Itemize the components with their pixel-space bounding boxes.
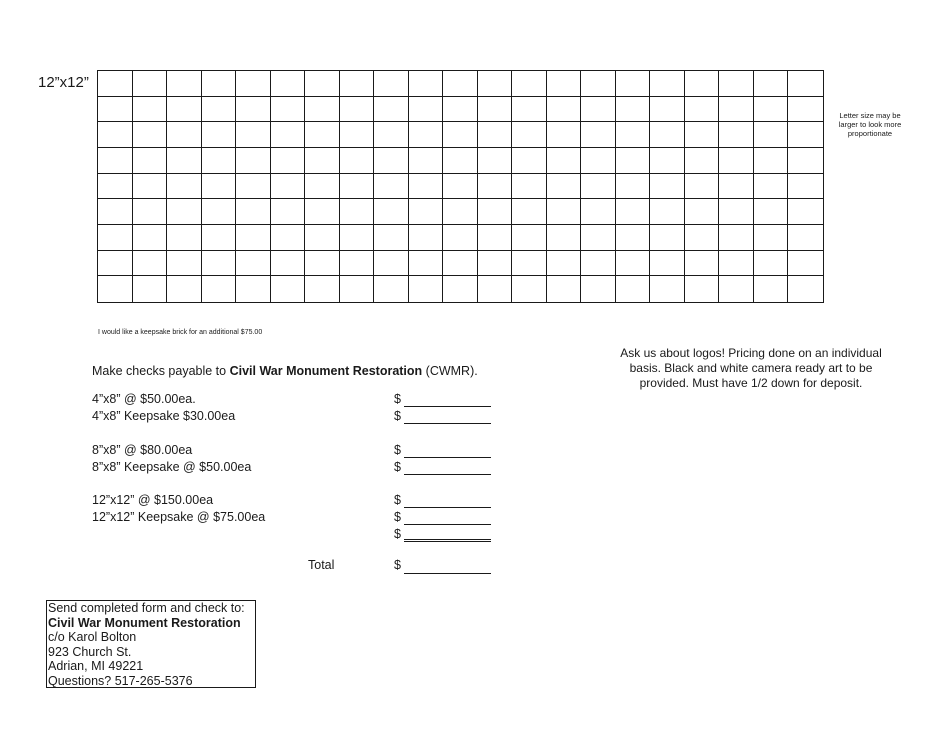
price-label-8x8-keepsake: 8”x8” Keepsake @ $50.00ea <box>92 460 252 474</box>
checks-suffix: (CWMR). <box>422 364 478 378</box>
price-label-8x8: 8”x8” @ $80.00ea <box>92 443 193 457</box>
grid-cell[interactable] <box>305 174 340 200</box>
amount-field-8x8-keepsake[interactable] <box>404 460 491 475</box>
currency-sign: $ <box>394 460 401 474</box>
mailing-org <box>48 616 255 631</box>
grid-cell[interactable] <box>98 148 133 174</box>
grid-cell[interactable] <box>650 148 685 174</box>
grid-cell[interactable] <box>409 225 444 251</box>
grid-cell[interactable] <box>547 71 582 97</box>
grid-cell[interactable] <box>340 148 375 174</box>
grid-cell[interactable] <box>374 174 409 200</box>
grid-cell[interactable] <box>650 71 685 97</box>
grid-cell[interactable] <box>133 225 168 251</box>
grid-cell[interactable] <box>340 225 375 251</box>
grid-cell[interactable] <box>133 251 168 277</box>
grid-cell[interactable] <box>581 276 616 302</box>
grid-cell[interactable] <box>443 251 478 277</box>
grid-cell[interactable] <box>754 97 789 123</box>
grid-cell[interactable] <box>305 97 340 123</box>
grid-cell[interactable] <box>305 199 340 225</box>
grid-cell[interactable] <box>478 97 513 123</box>
amount-field-12x12[interactable] <box>404 493 491 508</box>
grid-cell[interactable] <box>236 174 271 200</box>
grid-cell[interactable] <box>443 122 478 148</box>
grid-cell[interactable] <box>581 199 616 225</box>
grid-cell[interactable] <box>788 122 823 148</box>
grid-cell[interactable] <box>133 122 168 148</box>
grid-cell[interactable] <box>478 122 513 148</box>
grid-cell[interactable] <box>167 174 202 200</box>
grid-cell[interactable] <box>581 251 616 277</box>
grid-cell[interactable] <box>616 225 651 251</box>
grid-cell[interactable] <box>547 225 582 251</box>
grid-cell[interactable] <box>512 148 547 174</box>
grid-cell[interactable] <box>236 122 271 148</box>
grid-cell[interactable] <box>202 251 237 277</box>
grid-cell[interactable] <box>340 276 375 302</box>
grid-cell[interactable] <box>719 122 754 148</box>
grid-cell[interactable] <box>547 174 582 200</box>
grid-cell[interactable] <box>754 199 789 225</box>
grid-cell[interactable] <box>478 225 513 251</box>
grid-cell[interactable] <box>719 148 754 174</box>
grid-cell[interactable] <box>512 276 547 302</box>
grid-cell[interactable] <box>167 199 202 225</box>
grid-cell[interactable] <box>547 97 582 123</box>
grid-cell[interactable] <box>616 251 651 277</box>
grid-cell[interactable] <box>133 71 168 97</box>
grid-cell[interactable] <box>271 97 306 123</box>
grid-cell[interactable] <box>236 251 271 277</box>
grid-cell[interactable] <box>616 148 651 174</box>
grid-cell[interactable] <box>202 174 237 200</box>
grid-cell[interactable] <box>271 122 306 148</box>
grid-cell[interactable] <box>581 97 616 123</box>
grid-cell[interactable] <box>271 225 306 251</box>
grid-cell[interactable] <box>133 148 168 174</box>
grid-cell[interactable] <box>167 225 202 251</box>
amount-field-8x8[interactable] <box>404 443 491 458</box>
grid-cell[interactable] <box>271 71 306 97</box>
currency-sign: $ <box>394 510 401 524</box>
grid-cell[interactable] <box>581 225 616 251</box>
grid-cell[interactable] <box>754 174 789 200</box>
grid-cell[interactable] <box>788 276 823 302</box>
grid-cell[interactable] <box>98 71 133 97</box>
grid-cell[interactable] <box>616 122 651 148</box>
grid-cell[interactable] <box>133 174 168 200</box>
grid-cell[interactable] <box>133 276 168 302</box>
grid-cell[interactable] <box>478 148 513 174</box>
amount-field-subtotal[interactable] <box>404 527 491 542</box>
grid-cell[interactable] <box>547 251 582 277</box>
grid-cell[interactable] <box>305 148 340 174</box>
amount-field-total[interactable] <box>404 558 491 574</box>
grid-cell[interactable] <box>305 122 340 148</box>
mailing-org-name: Civil War Monument Restoration <box>48 615 241 630</box>
mailing-city: Adrian, MI 49221 <box>48 659 144 673</box>
grid-cell[interactable] <box>788 225 823 251</box>
mailing-address-box <box>46 600 256 688</box>
grid-cell[interactable] <box>788 71 823 97</box>
grid-cell[interactable] <box>512 97 547 123</box>
grid-cell[interactable] <box>443 199 478 225</box>
grid-cell[interactable] <box>650 225 685 251</box>
grid-cell[interactable] <box>202 122 237 148</box>
grid-cell[interactable] <box>374 97 409 123</box>
grid-cell[interactable] <box>202 276 237 302</box>
grid-cell[interactable] <box>236 199 271 225</box>
grid-cell[interactable] <box>685 148 720 174</box>
grid-cell[interactable] <box>340 71 375 97</box>
grid-cell[interactable] <box>167 276 202 302</box>
grid-cell[interactable] <box>133 199 168 225</box>
grid-cell[interactable] <box>167 97 202 123</box>
grid-cell[interactable] <box>271 199 306 225</box>
grid-cell[interactable] <box>788 97 823 123</box>
grid-cell[interactable] <box>581 71 616 97</box>
grid-cell[interactable] <box>754 251 789 277</box>
grid-cell[interactable] <box>443 276 478 302</box>
grid-cell[interactable] <box>98 174 133 200</box>
grid-cell[interactable] <box>443 174 478 200</box>
grid-cell[interactable] <box>409 174 444 200</box>
amount-field-4x8-keepsake[interactable] <box>404 409 491 424</box>
grid-cell[interactable] <box>236 71 271 97</box>
grid-cell[interactable] <box>478 276 513 302</box>
grid-cell[interactable] <box>754 122 789 148</box>
grid-cell[interactable] <box>305 276 340 302</box>
grid-cell[interactable] <box>340 122 375 148</box>
grid-cell[interactable] <box>650 276 685 302</box>
grid-cell[interactable] <box>236 276 271 302</box>
grid-cell[interactable] <box>202 199 237 225</box>
grid-cell[interactable] <box>616 71 651 97</box>
grid-cell[interactable] <box>719 251 754 277</box>
grid-cell[interactable] <box>443 97 478 123</box>
grid-cell[interactable] <box>443 225 478 251</box>
grid-cell[interactable] <box>650 97 685 123</box>
letter-size-note: Letter size may be larger to look more proportionate <box>838 111 902 138</box>
grid-cell[interactable] <box>374 276 409 302</box>
currency-sign: $ <box>394 409 401 423</box>
grid-cell[interactable] <box>512 251 547 277</box>
grid-cell[interactable] <box>512 71 547 97</box>
grid-cell[interactable] <box>685 122 720 148</box>
grid-cell[interactable] <box>478 199 513 225</box>
price-label-4x8: 4”x8” @ $50.00ea. <box>92 392 196 406</box>
grid-cell[interactable] <box>512 225 547 251</box>
grid-cell[interactable] <box>271 148 306 174</box>
grid-cell[interactable] <box>616 97 651 123</box>
grid-cell[interactable] <box>754 225 789 251</box>
grid-cell[interactable] <box>512 174 547 200</box>
grid-cell[interactable] <box>650 199 685 225</box>
grid-cell[interactable] <box>478 251 513 277</box>
checks-payable-line <box>92 364 478 378</box>
grid-cell[interactable] <box>409 97 444 123</box>
grid-cell[interactable] <box>685 174 720 200</box>
grid-cell[interactable] <box>512 122 547 148</box>
grid-cell[interactable] <box>236 148 271 174</box>
grid-cell[interactable] <box>167 122 202 148</box>
grid-cell[interactable] <box>374 71 409 97</box>
price-label-12x12-keepsake: 12”x12” Keepsake @ $75.00ea <box>92 510 266 524</box>
grid-cell[interactable] <box>788 174 823 200</box>
grid-cell[interactable] <box>202 97 237 123</box>
brick-letter-grid[interactable] <box>97 70 824 303</box>
mailing-instruction: Send completed form and check to: <box>48 601 245 615</box>
grid-cell[interactable] <box>547 148 582 174</box>
grid-cell[interactable] <box>271 174 306 200</box>
grid-cell[interactable] <box>719 276 754 302</box>
grid-cell[interactable] <box>98 122 133 148</box>
grid-cell[interactable] <box>788 148 823 174</box>
grid-cell[interactable] <box>202 148 237 174</box>
grid-cell[interactable] <box>581 122 616 148</box>
grid-cell[interactable] <box>616 174 651 200</box>
grid-cell[interactable] <box>685 71 720 97</box>
grid-cell[interactable] <box>98 225 133 251</box>
grid-cell[interactable] <box>547 276 582 302</box>
grid-cell[interactable] <box>719 71 754 97</box>
grid-cell[interactable] <box>374 122 409 148</box>
grid-cell[interactable] <box>581 174 616 200</box>
grid-cell[interactable] <box>547 122 582 148</box>
grid-cell[interactable] <box>409 148 444 174</box>
grid-cell[interactable] <box>685 97 720 123</box>
keepsake-note: I would like a keepsake brick for an additional $75.00 <box>98 329 263 336</box>
grid-cell[interactable] <box>340 251 375 277</box>
grid-cell[interactable] <box>443 148 478 174</box>
amount-field-4x8[interactable] <box>404 392 491 407</box>
grid-cell[interactable] <box>581 148 616 174</box>
grid-cell[interactable] <box>685 199 720 225</box>
checks-org: Civil War Monument Restoration <box>229 364 423 378</box>
logo-note: Ask us about logos! Pricing done on an individual basis. Black and white camera ready art to be provided. Must have 1/2 down for deposit. <box>620 346 882 390</box>
grid-cell[interactable] <box>409 71 444 97</box>
grid-cell[interactable] <box>650 122 685 148</box>
grid-cell[interactable] <box>167 71 202 97</box>
currency-sign: $ <box>394 558 401 572</box>
grid-cell[interactable] <box>685 225 720 251</box>
total-label: Total <box>308 558 335 572</box>
price-label-12x12: 12”x12” @ $150.00ea <box>92 493 214 507</box>
grid-cell[interactable] <box>202 225 237 251</box>
grid-cell[interactable] <box>305 251 340 277</box>
grid-cell[interactable] <box>409 251 444 277</box>
grid-cell[interactable] <box>685 276 720 302</box>
grid-cell[interactable] <box>788 199 823 225</box>
grid-cell[interactable] <box>271 251 306 277</box>
grid-cell[interactable] <box>236 97 271 123</box>
grid-cell[interactable] <box>374 225 409 251</box>
mailing-care-of: c/o Karol Bolton <box>48 630 137 644</box>
grid-cell[interactable] <box>167 251 202 277</box>
grid-cell[interactable] <box>133 97 168 123</box>
grid-cell[interactable] <box>167 148 202 174</box>
grid-cell[interactable] <box>374 148 409 174</box>
grid-cell[interactable] <box>616 199 651 225</box>
grid-cell[interactable] <box>340 174 375 200</box>
currency-sign: $ <box>394 443 401 457</box>
grid-cell[interactable] <box>719 225 754 251</box>
checks-prefix: Make checks payable to <box>92 364 230 378</box>
grid-cell[interactable] <box>685 251 720 277</box>
grid-cell[interactable] <box>547 199 582 225</box>
grid-cell[interactable] <box>305 225 340 251</box>
mailing-street: 923 Church St. <box>48 644 132 659</box>
grid-cell[interactable] <box>616 276 651 302</box>
amount-field-12x12-keepsake[interactable] <box>404 510 491 525</box>
grid-cell[interactable] <box>478 71 513 97</box>
grid-cell[interactable] <box>409 276 444 302</box>
currency-sign: $ <box>394 493 401 507</box>
grid-cell[interactable] <box>650 251 685 277</box>
grid-cell[interactable] <box>754 276 789 302</box>
grid-cell[interactable] <box>340 199 375 225</box>
grid-cell[interactable] <box>340 97 375 123</box>
grid-cell[interactable] <box>443 71 478 97</box>
grid-cell[interactable] <box>98 276 133 302</box>
grid-cell[interactable] <box>98 251 133 277</box>
mailing-phone: Questions? 517-265-5376 <box>48 673 193 688</box>
currency-sign: $ <box>394 392 401 406</box>
grid-cell[interactable] <box>650 174 685 200</box>
grid-cell[interactable] <box>98 199 133 225</box>
grid-cell[interactable] <box>98 97 133 123</box>
grid-cell[interactable] <box>719 97 754 123</box>
grid-cell[interactable] <box>202 71 237 97</box>
grid-cell[interactable] <box>719 199 754 225</box>
grid-cell[interactable] <box>754 148 789 174</box>
grid-cell[interactable] <box>271 276 306 302</box>
currency-sign: $ <box>394 527 401 541</box>
price-label-4x8-keepsake: 4”x8” Keepsake $30.00ea <box>92 409 236 423</box>
grid-cell[interactable] <box>788 251 823 277</box>
grid-size-label: 12”x12” <box>38 74 89 91</box>
grid-cell[interactable] <box>754 71 789 97</box>
grid-cell[interactable] <box>236 225 271 251</box>
grid-cell[interactable] <box>305 71 340 97</box>
grid-cell[interactable] <box>719 174 754 200</box>
grid-cell[interactable] <box>409 122 444 148</box>
grid-cell[interactable] <box>409 199 444 225</box>
grid-cell[interactable] <box>478 174 513 200</box>
grid-cell[interactable] <box>512 199 547 225</box>
grid-cell[interactable] <box>374 199 409 225</box>
grid-cell[interactable] <box>374 251 409 277</box>
